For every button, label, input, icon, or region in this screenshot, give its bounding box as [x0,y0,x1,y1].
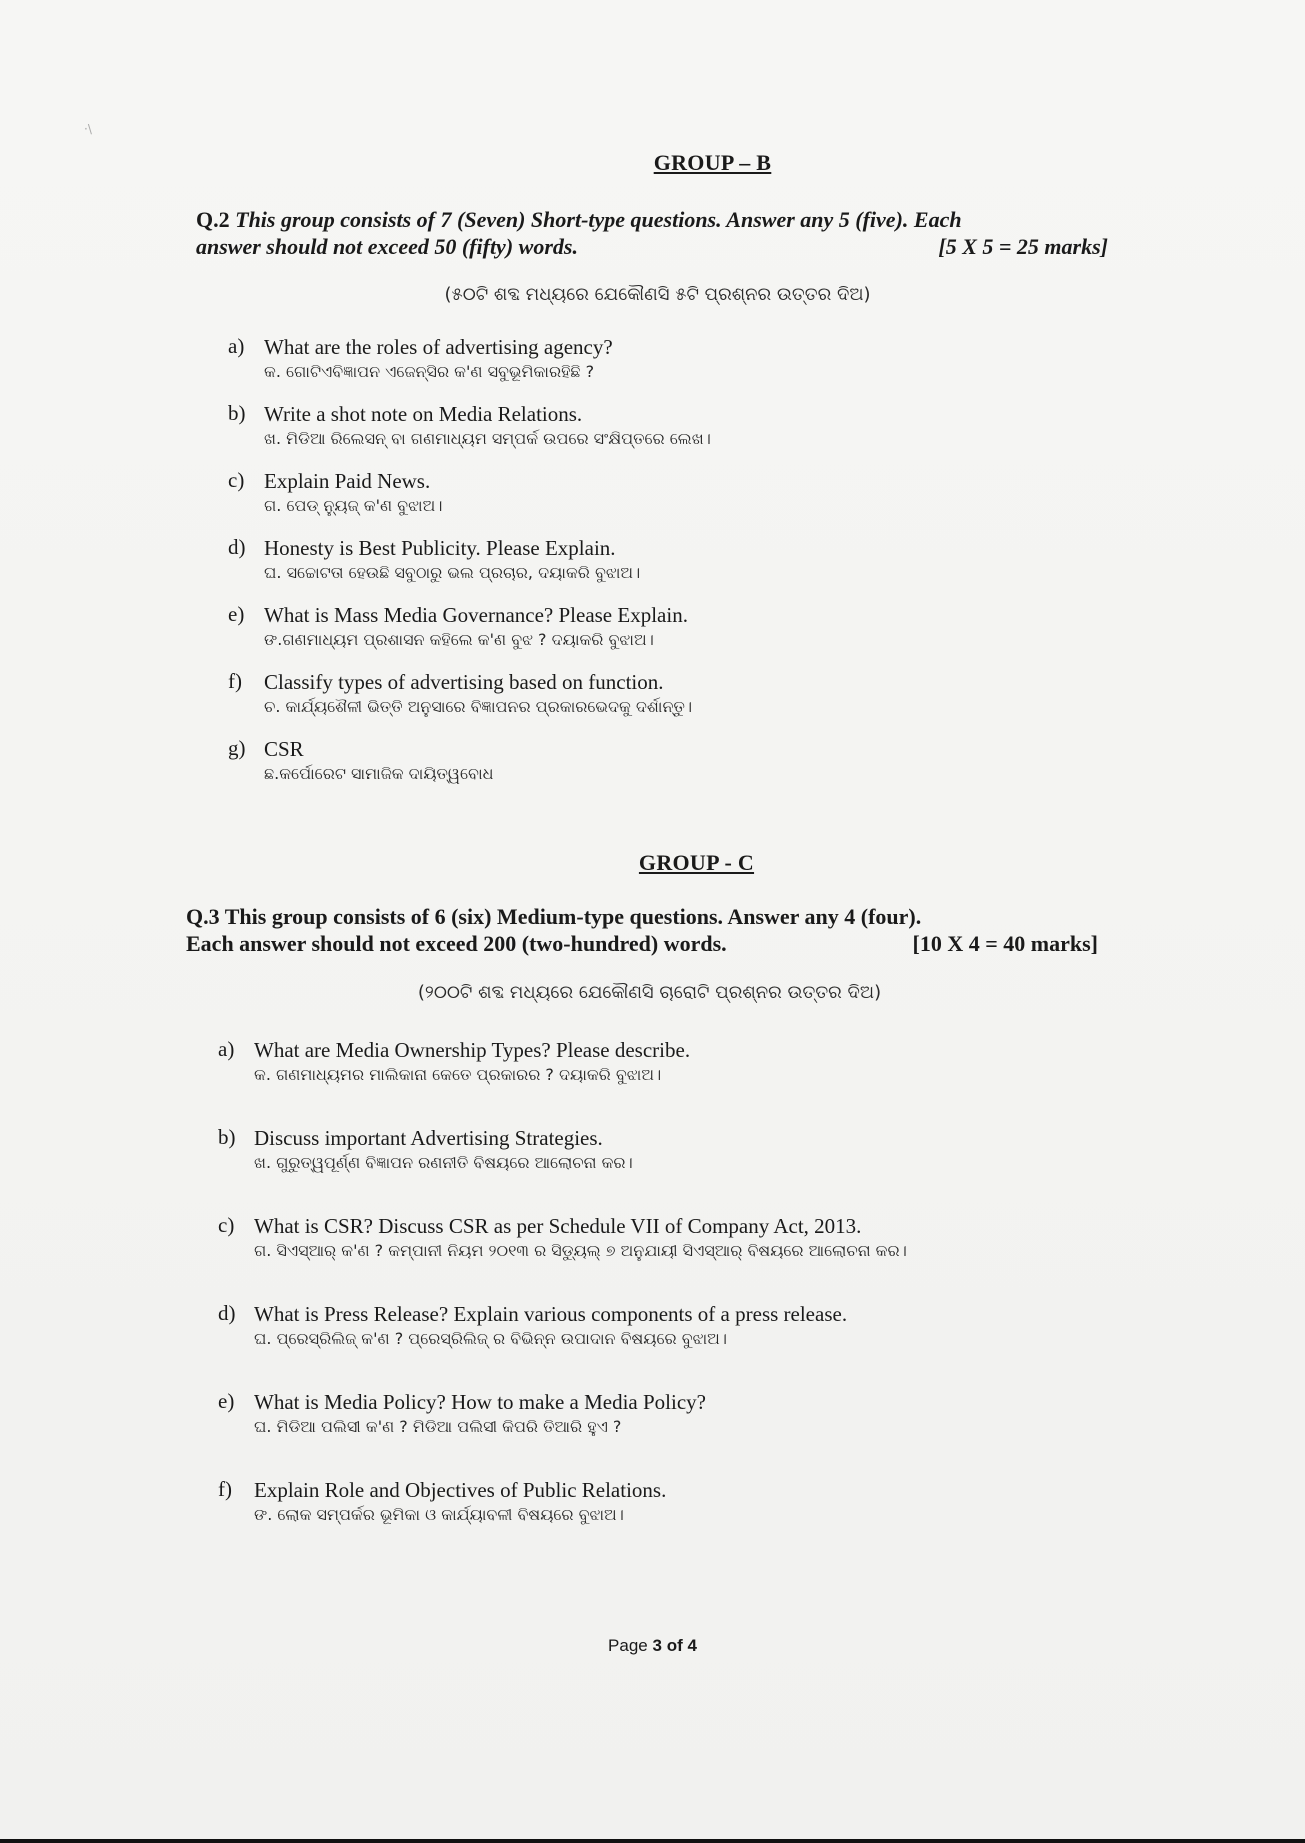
question-english: Discuss important Advertising Strategies. [254,1126,603,1150]
question-odia: ଙ.ଗଣମାଧ୍ୟମ ପ୍ରଶାସନ କହିଲେ କ'ଣ ବୁଝ ? ଦୟାକରି ବୁଝାଅ। [264,630,654,649]
instruction-line-2: Each answer should not exceed 200 (two-hundred) words. [186,931,727,956]
question-letter: b) [218,1125,236,1149]
question-odia: କ. ଗୋଟିଏବିଜ୍ଞାପନ ଏଜେନ୍ସିର କ'ଣ ସବୁଭୂମିକାରହିଛି ? [264,362,595,381]
question-item [228,736,493,786]
question-item [218,1125,633,1175]
question-letter: g) [228,736,246,760]
question-letter: f) [228,669,242,693]
group-c-instructions [186,903,1098,957]
question-letter: c) [228,468,245,492]
question-item [218,1389,706,1439]
question-odia: ଖ. ମିଡିଆ ରିଲେସନ୍ ବା ଗଣମାଧ୍ୟମ ସମ୍ପର୍କ ଉପରେ ସଂକ୍ଷିପ୍ତରେ ଲେଖ। [264,429,711,448]
question-odia: ଛ.କର୍ପୋରେଟ ସାମାଜିକ ଦାୟିତ୍ୱବୋଧ [264,764,494,783]
question-letter: e) [218,1389,235,1413]
question-english: Explain Paid News. [264,469,431,493]
question-letter: d) [228,535,246,559]
question-english: What are Media Ownership Types? Please describe. [254,1038,691,1062]
instruction-line-2: answer should not exceed 50 (fifty) words. [196,234,578,259]
question-odia: ଘ. ପ୍ରେସ୍‌ରିଲିଜ୍ କ'ଣ ? ପ୍ରେସ୍‌ରିଲିଜ୍ ର ବିଭିନ୍ନ ଉପାଦାନ ବିଷୟରେ ବୁଝାଅ। [254,1329,727,1348]
group-b-odia-instructions: (୫୦ଟି ଶବ୍ଦ ମଧ୍ୟରେ ଯେକୌଣସି ୫ଟି ପ୍ରଶ୍ନର ଉତ୍ତର ଦିଅ) [444,284,871,305]
question-item [218,1301,847,1351]
question-letter: a) [218,1037,235,1061]
question-letter: e) [228,602,245,626]
question-number: Q.3 [186,904,220,929]
marks-allocation: [5 X 5 = 25 marks] [938,234,1108,259]
question-item [218,1037,690,1087]
group-c-heading: GROUP - C [638,850,755,875]
question-item [228,468,442,518]
question-number: Q.2 [196,207,230,232]
question-english: What are the roles of advertising agency? [264,335,613,359]
question-english: What is Media Policy? How to make a Media Policy? [254,1390,706,1414]
scan-bottom-edge [0,1839,1305,1843]
question-letter: f) [218,1477,232,1501]
question-odia: ଗ. ପେଡ୍ ନ୍ୟୁଜ୍ କ'ଣ ବୁଝାଅ। [264,496,443,515]
question-item [228,535,640,585]
page-current: 3 [652,1636,662,1655]
question-item [228,401,711,451]
question-item [218,1477,666,1527]
question-english: What is Press Release? Explain various components of a press release. [254,1302,848,1326]
question-letter: d) [218,1301,236,1325]
question-english: Explain Role and Objectives of Public Relations. [254,1478,667,1502]
question-letter: c) [218,1213,235,1237]
question-odia: ଘ. ସଚ୍ଚୋଟତା ହେଉଛି ସବୁଠାରୁ ଭଲ ପ୍ରଚାର, ଦୟାକରି ବୁଝାଅ। [264,563,641,582]
question-english: Classify types of advertising based on function. [264,670,664,694]
question-english: Write a shot note on Media Relations. [264,402,583,426]
page-total: 4 [687,1636,697,1655]
marks-allocation: [10 X 4 = 40 marks] [912,931,1098,956]
question-odia: ଗ. ସିଏସ୍ଆର୍ କ'ଣ ? କମ୍ପାନୀ ନିୟମ ୨୦୧୩ ର ସିଡ୍ୟୁଲ୍ ୭ ଅନୁଯାୟୀ ସିଏସ୍ଆର୍ ବିଷୟରେ ଆଲୋଚନା କର। [254,1241,907,1260]
question-odia: ଘ. ମିଡିଆ ପଲିସୀ କ'ଣ ? ମିଡିଆ ପଲିସୀ କିପରି ତିଆରି ହୁଏ ? [254,1417,622,1436]
question-odia: କ. ଗଣମାଧ୍ୟମର ମାଲିକାନା କେତେ ପ୍ରକାରର ? ଦୟାକରି ବୁଝାଅ। [254,1065,662,1084]
question-odia: ଙ. ଲୋକ ସମ୍ପର୍କର ଭୂମିକା ଓ କାର୍ଯ୍ୟାବଳୀ ବିଷୟରେ ବୁଝାଅ। [254,1505,624,1524]
group-b-instructions [196,206,1108,260]
question-english: What is Mass Media Governance? Please Explain. [264,603,688,627]
question-english: CSR [264,737,304,761]
page-number [0,1636,1305,1656]
group-b-heading: GROUP – B [653,150,772,175]
group-c-odia-instructions: (୨୦୦ଟି ଶବ୍ଦ ମଧ୍ୟରେ ଯେକୌଣସି ଚାରୋଟି ପ୍ରଶ୍ନର ଉତ୍ତର ଦିଅ) [417,982,882,1003]
question-odia: ଚ. କାର୍ଯ୍ୟଶୈଳୀ ଭିତ୍ତି ଅନୁସାରେ ବିଜ୍ଞାପନର ପ୍ରକାରଭେଦକୁ ଦର୍ଶାନ୍ତୁ। [264,697,693,716]
question-english: Honesty is Best Publicity. Please Explain. [264,536,616,560]
instruction-line-1: This group consists of 7 (Seven) Short-type questions. Answer any 5 (five). Each [235,207,962,232]
question-item [218,1213,907,1263]
question-english: What is CSR? Discuss CSR as per Schedule VII of Company Act, 2013. [254,1214,862,1238]
page-word: Page [608,1636,648,1655]
instruction-line-1: This group consists of 6 (six) Medium-type questions. Answer any 4 (four). [224,904,922,929]
question-letter: a) [228,334,245,358]
question-item [228,669,692,719]
page-of: of [666,1636,683,1655]
question-item [228,602,688,652]
scan-artifact: ·\ [84,122,92,136]
question-item [228,334,613,384]
question-letter: b) [228,401,246,425]
question-odia: ଖ. ଗୁରୁତ୍ୱପୂର୍ଣ୍ଣ ବିଜ୍ଞାପନ ରଣନୀତି ବିଷୟରେ ଆଲୋଚନା କର। [254,1153,633,1172]
